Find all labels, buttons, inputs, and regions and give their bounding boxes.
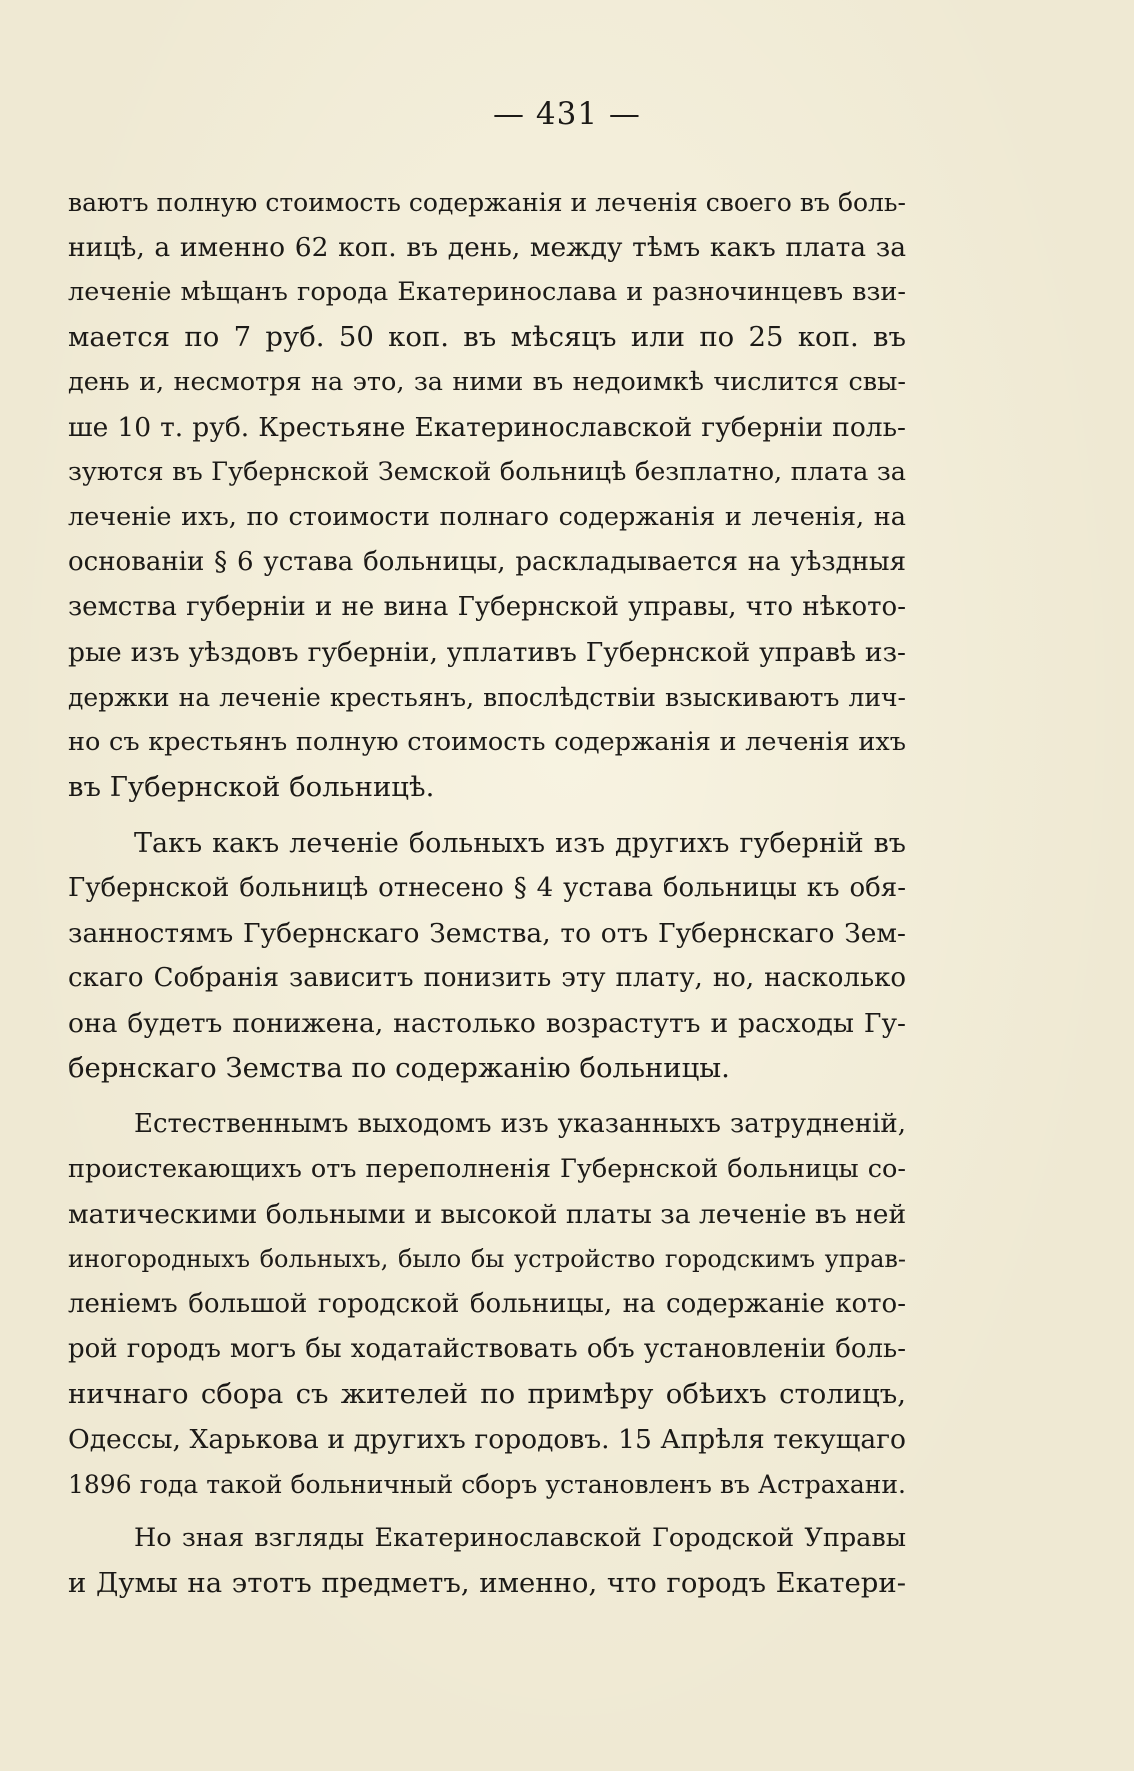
paragraph-2 xyxy=(68,821,906,1091)
text-line: леченіе ихъ, по стоимости полнаго содержанія и леченія, на xyxy=(68,502,906,532)
text-line: день и, несмотря на это, за ними въ недоимкѣ числится свы- xyxy=(68,367,906,397)
text-line: бернскаго Земства по содержанію больницы. xyxy=(68,1052,730,1084)
text-line: ваютъ полную стоимость содержанія и леченія своего въ боль- xyxy=(68,188,906,217)
text-line: Естественнымъ выходомъ изъ указанныхъ затрудненій, xyxy=(134,1109,906,1139)
text-line: матическими больными и высокой платы за леченіе въ ней xyxy=(68,1199,907,1230)
text-line: скаго Собранія зависитъ понизить эту плату, но, насколько xyxy=(68,963,906,993)
text-line: иногородныхъ больныхъ, было бы устройство городскимъ управ- xyxy=(68,1245,906,1273)
text-line: Такъ какъ леченіе больныхъ изъ другихъ губерній въ xyxy=(134,828,906,859)
text-line: земства губерніи и не вина Губернской управы, что нѣкото- xyxy=(68,592,906,622)
text-line: Одессы, Харькова и другихъ городовъ. 15 Апрѣля текущаго xyxy=(68,1424,906,1455)
text-line: въ Губернской больницѣ. xyxy=(68,771,435,803)
text-line: Губернской больницѣ отнесено § 4 устава больницы къ обя- xyxy=(68,873,906,903)
text-line: держки на леченіе крестьянъ, впослѣдствіи взыскиваютъ лич- xyxy=(68,683,906,712)
text-line: занностямъ Губернскаго Земства, то отъ Губернскаго Зем- xyxy=(68,918,906,949)
text-line: ничнаго сбора съ жителей по примѣру обѣихъ столицъ, xyxy=(68,1378,906,1410)
text-line: леніемъ большой городской больницы, на содержаніе кото- xyxy=(68,1289,906,1319)
text-line: зуются въ Губернской Земской больницѣ безплатно, плата за xyxy=(68,457,906,487)
text-line: мается по 7 руб. 50 коп. въ мѣсяцъ или по 25 коп. въ xyxy=(68,321,906,353)
paragraph-4 xyxy=(68,1516,906,1606)
paragraph-1 xyxy=(68,180,906,810)
text-line: Но зная взгляды Екатеринославской Городской Управы xyxy=(134,1523,906,1553)
text-line: рые изъ уѣздовъ губерніи, уплативъ Губернской управѣ из- xyxy=(68,637,906,668)
text-line: рой городъ могъ бы ходатайствовать объ установленіи боль- xyxy=(68,1334,906,1364)
text-line: 1896 года такой больничный сборъ установленъ въ Астрахани. xyxy=(68,1470,906,1499)
text-line: она будетъ понижена, настолько возрастутъ и расходы Гу- xyxy=(68,1008,906,1039)
text-line: ше 10 т. руб. Крестьяне Екатеринославской губерніи поль- xyxy=(68,412,906,443)
page-number: — 431 — xyxy=(493,96,641,132)
text-line: но съ крестьянъ полную стоимость содержанія и леченія ихъ xyxy=(68,727,906,757)
text-line: ницѣ, а именно 62 коп. въ день, между тѣмъ какъ плата за xyxy=(68,232,906,263)
text-line: основаніи § 6 устава больницы, раскладывается на уѣздныя xyxy=(68,547,906,577)
text-line: проистекающихъ отъ переполненія Губернской больницы со- xyxy=(68,1154,906,1184)
paragraph-3 xyxy=(68,1102,906,1507)
text-line: и Думы на этотъ предметъ, именно, что городъ Екатери- xyxy=(68,1567,906,1599)
text-line: леченіе мѣщанъ города Екатеринослава и разночинцевъ взи- xyxy=(68,277,906,307)
